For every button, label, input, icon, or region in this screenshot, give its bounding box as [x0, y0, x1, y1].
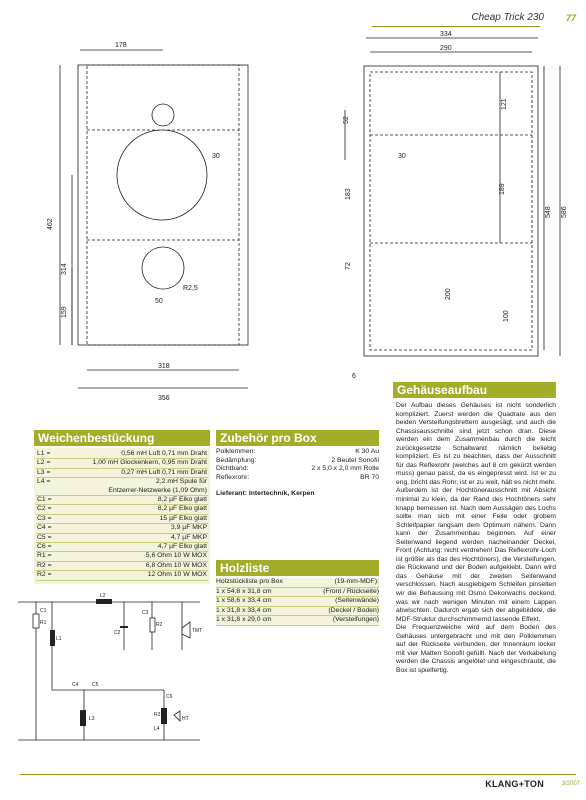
weichen-row: L3 = 0,27 mH Luft 0,71 mm Draht	[36, 469, 208, 478]
weichen-row: L2 = 1,00 mH Glockenkern, 0,95 mm Draht	[36, 459, 208, 468]
gehaeuse-paragraph-1: Der Aufbau dieses Gehäuses ist nicht sonderlich kompliziert. Zuerst werden die Quadrate aus den beiden Versteifungsbrettern ausgesägt, und auch die Chassisausschnitte sind jetzt schon dran. Diese werden ein dem Zusammenbau durch die leicht zurückgesetzte Schallwand nämlich beliebig kompliziert. Es ist zu beachten, dass der Ausschnitt für das Reflexrohr (welches auf 8 cm gekürzt werden muss) genau passt, da es eingepresst wird. Ist er zu eng, bricht das Rohr, ist er zu weit, hält es nicht mehr. Außerdem ist der Hochtönerausschnitt mit Absicht minimal zu klein, da der Rand des Hochtöners sehr knapp bemessen ist. Nach dem Aussägen des Lochs sollte man sich mit einer Feile oder grobem Schleifpapier langsam dem Optimum nähern. Dann kann der Zusammenbau beginnen. Auf einer Seitenwand liegend werden nacheinander Deckel, Front (Achtung: nicht verdrehen! Das Reflexrohr-Loch ist größer als das des Hochtöners), die Versteifungen, die Rückwand und der Boden aufgeklebt. Dann wird das Gehäuse mit der zweiten Seitenwand verschlossen. Nach ausgiebigem Schleifen pinselten wir die Behausung mit Osmo Dekorwachs deckend, was wir nach wenigen Minuten mit einem Lappen abwischten. Dadurch ergab sich der abgebildete, die MDF-Struktur durchschimmernd lassende Effekt.	[396, 402, 556, 623]
page-footer	[0, 772, 586, 800]
dim-label: 100	[503, 310, 510, 322]
dim-label: 50	[155, 298, 163, 305]
weichen-row: R1 = 5,6 Ohm 10 W MOX	[36, 552, 208, 561]
dim-label: 290	[440, 45, 452, 52]
dim-label: 178	[115, 42, 127, 49]
holz-row: 1 x 54,8 x 31,8 cm (Front / Rückseite)	[216, 588, 379, 598]
circuit-label: L3	[89, 716, 95, 722]
dim-label: R2,5	[183, 285, 198, 292]
dim-label: 462	[47, 218, 54, 230]
gehaeuse-paragraph-2: Die Frequenzweiche wird auf dem Boden des Gehäuses untergebracht und mit den Polklemmen auf der Rückseite verbunden, der Innenraum locker mit vier Matten Sonofil gefüllt. Nach der Verkabelung werden die Chassis angelötet und eingeschraubt, die Box ist spielfertig.	[396, 624, 556, 674]
weichen-row: C1 = 8,2 µF Elko glatt	[36, 496, 208, 505]
zubehoer-list	[216, 448, 379, 499]
weichen-heading: Weichenbestückung	[34, 430, 210, 446]
circuit-label: C1	[40, 608, 47, 614]
dim-label: 200	[445, 288, 452, 300]
dim-label: 314	[61, 263, 68, 275]
dim-label: 72	[345, 262, 352, 270]
article-title: Cheap Trick 230	[471, 12, 544, 23]
holz-heading: Holzliste	[216, 560, 379, 576]
circuit-label: C4	[72, 682, 79, 688]
dim-label: 30	[398, 153, 406, 160]
dim-label: 356	[158, 395, 170, 402]
holz-row: 1 x 58,6 x 33,4 cm (Seitenwände)	[216, 597, 379, 607]
circuit-label: R1	[40, 620, 47, 626]
weichen-row: C3 = 15 µF Elko glatt	[36, 515, 208, 524]
circuit-label: C5	[92, 682, 99, 688]
weichen-list	[36, 450, 208, 581]
dim-label: 52	[343, 116, 350, 124]
zubehoer-row: Polklemmen: K 30 Au	[216, 448, 379, 455]
circuit-label: HT	[182, 716, 189, 722]
issue-number: 3/2007	[561, 781, 580, 787]
circuit-label: L4	[154, 726, 160, 732]
crossover-schematic	[14, 590, 210, 755]
weichen-row: R2 = 12 Ohm 10 W MOX	[36, 571, 208, 580]
dim-label: 189	[499, 183, 506, 195]
holz-list	[216, 578, 379, 626]
weichen-row: C5 = 4,7 µF MKP	[36, 534, 208, 543]
gehaeuse-heading: Gehäuseaufbau	[393, 382, 556, 398]
dim-label: 159	[61, 306, 68, 318]
page-header	[0, 0, 586, 28]
dim-label: 334	[440, 31, 452, 38]
page-number: 77	[546, 8, 580, 26]
lieferant: Lieferant: Intertechnik, Kerpen	[216, 490, 315, 498]
header-rule	[372, 26, 540, 27]
technical-drawings	[0, 28, 586, 430]
circuit-label: R3	[154, 712, 161, 718]
drawing-dimension-labels	[47, 31, 568, 402]
circuit-label: R2	[156, 622, 163, 628]
weichen-row: C4 = 3,9 µF MKP	[36, 524, 208, 533]
weichen-row: L4 = 2,2 mH Spule für	[37, 478, 207, 486]
weichen-row: C6 = 4,7 µF Elko glatt	[36, 543, 208, 552]
weichen-row: R2 = 6,8 Ohm 10 W MOX	[36, 562, 208, 571]
front-view-drawing	[60, 50, 248, 388]
holz-row: 1 x 31,8 x 33,4 cm (Deckel / Boden)	[216, 607, 379, 617]
circuit-label: C3	[142, 610, 149, 616]
dim-label: 318	[158, 363, 170, 370]
dim-label: 6	[352, 373, 356, 380]
circuit-label: L2	[100, 593, 106, 599]
dim-label: 121	[501, 98, 508, 110]
dim-label: 548	[545, 206, 552, 218]
circuit-label: C6	[166, 694, 173, 700]
magazine-brand: KLANG+TON	[485, 779, 544, 789]
circuit-label: TMT	[192, 628, 203, 634]
footer-rule	[20, 774, 576, 775]
zubehoer-heading: Zubehör pro Box	[216, 430, 379, 446]
dim-label: 183	[345, 188, 352, 200]
weichen-row: L1 = 0,56 mH Luft 0,71 mm Draht	[36, 450, 208, 459]
holz-row: 1 x 31,8 x 29,0 cm (Versteifungen)	[216, 616, 379, 626]
circuit-label: L1	[56, 636, 62, 642]
circuit-label: C2	[114, 630, 121, 636]
zubehoer-row: Dichtband: 2 x 5,0 x 2,0 mm Rolle	[216, 465, 379, 473]
holz-row: Holzstückliste pro Box (19-mm-MDF):	[216, 578, 379, 588]
side-view-drawing	[345, 38, 560, 356]
dim-label: 586	[561, 206, 568, 218]
dim-label: 30	[212, 153, 220, 160]
zubehoer-row: Reflexrohr: BR 70	[216, 473, 379, 481]
gehaeuse-text	[396, 402, 556, 676]
weichen-row: Entzerrer-Netzwerke (1,09 Ohm)	[36, 487, 208, 496]
weichen-row: C2 = 8,2 µF Elko glatt	[36, 505, 208, 514]
zubehoer-row: Bedämpfung: 2 Beutel Sonofil	[216, 456, 379, 464]
